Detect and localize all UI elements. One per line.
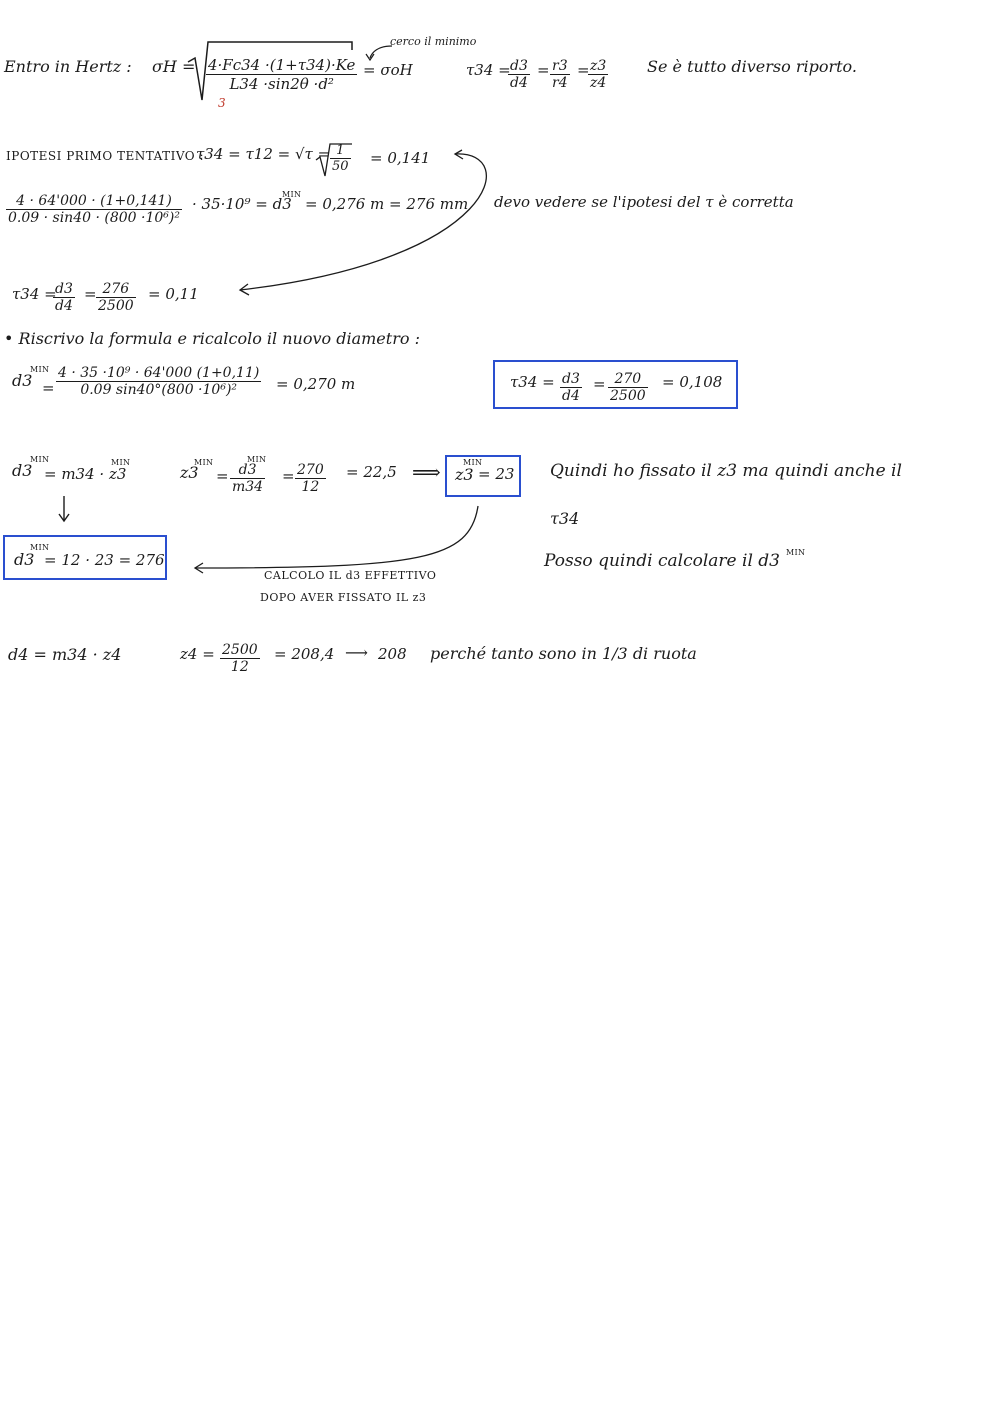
fraction-denominator: 12 xyxy=(220,658,260,675)
fraction-numerator: d3 xyxy=(510,58,528,74)
fraction-denominator: 0.09 · sin40 · (800 ·10⁶)² xyxy=(8,210,180,226)
z3-to-d3-curved-arrow xyxy=(195,506,478,568)
sigma-h-symbol: σH = xyxy=(152,57,196,76)
fraction-denominator: 50 xyxy=(332,159,349,174)
d3-box-value: = 12 · 23 = 276 xyxy=(44,551,165,569)
second-trial-result: = 0,270 m xyxy=(276,375,356,393)
fraction-numerator: 4 · 35 ·10⁹ · 64'000 (1+0,11) xyxy=(58,365,260,381)
fraction-denominator: 12 xyxy=(295,478,326,495)
tau-check-result: = 0,11 xyxy=(148,285,199,303)
fraction-numerator: 4 · 64'000 · (1+0,141) xyxy=(16,193,172,209)
hertz-sqrt-sign xyxy=(188,42,352,100)
remark-tau34: τ34 xyxy=(550,509,580,528)
fraction-numerator: z3 xyxy=(590,58,607,74)
min-superscript: MIN xyxy=(786,548,806,557)
tau-assumption-result: = 0,141 xyxy=(370,149,431,167)
tau34-check-lhs: τ34 = xyxy=(12,285,57,303)
tau34-lhs: τ34 = xyxy=(466,61,511,79)
fraction-denominator: z4 xyxy=(590,75,607,91)
fraction-denominator: m34 xyxy=(232,479,264,495)
note-after-fixing-z3: DOPO AVER FISSATO IL z3 xyxy=(260,591,427,604)
equals-sign: = xyxy=(593,375,606,393)
equals-sign: = xyxy=(537,61,550,79)
min-superscript: MIN xyxy=(111,458,131,467)
remark-third-wheel: perché tanto sono in 1/3 di ruota xyxy=(430,644,697,663)
fraction-numerator: 276 xyxy=(102,281,130,297)
fraction-numerator: 270 xyxy=(297,462,324,478)
z4-lhs: z4 = xyxy=(180,645,215,663)
equals-sign: = xyxy=(216,467,229,485)
implies-arrow-icon: ⟹ xyxy=(412,460,441,484)
equals-sign: = xyxy=(84,285,97,303)
d3-min-definition-lhs: d3 xyxy=(12,461,33,480)
remark-calc-d3: Posso quindi calcolare il d3 xyxy=(544,551,780,571)
d3-min-lhs: d3 xyxy=(12,371,33,390)
tau-assumption-expr: τ34 = τ12 = √τ = xyxy=(196,145,331,163)
min-superscript: MIN xyxy=(194,458,214,467)
min-superscript: MIN xyxy=(30,365,50,374)
fraction-numerator: r3 xyxy=(552,58,568,74)
iteration-curved-arrow xyxy=(240,154,486,290)
fraction-denominator: d4 xyxy=(562,388,580,404)
z3-raw-result: = 22,5 xyxy=(346,463,397,481)
min-superscript: MIN xyxy=(282,190,302,199)
note-arrow-icon xyxy=(370,46,392,58)
z4-raw-result: = 208,4 xyxy=(274,645,335,663)
hertz-label: Entro in Hertz : xyxy=(4,57,132,76)
note-calc-d3-effective: CALCOLO IL d3 EFFETTIVO xyxy=(264,569,437,582)
fraction-denominator: d4 xyxy=(510,75,528,91)
fraction-denominator: r4 xyxy=(552,75,568,91)
box-tau-result: = 0,108 xyxy=(662,373,723,391)
min-superscript: MIN xyxy=(247,455,267,464)
fraction-denominator: 0.09 sin40°(800 ·10⁶)² xyxy=(56,381,261,398)
box-tau34-lhs: τ34 = xyxy=(510,373,555,391)
cerco-minimo-note: cerco il minimo xyxy=(390,35,477,48)
d4-definition: d4 = m34 · z4 xyxy=(8,645,122,664)
d3-box-symbol: d3 xyxy=(14,550,35,569)
ipotesi-label: IPOTESI PRIMO TENTATIVO : xyxy=(6,149,204,163)
min-superscript: MIN xyxy=(463,458,483,467)
fraction-numerator: d3 xyxy=(562,371,580,387)
long-arrow-icon: ⟶ xyxy=(345,643,368,662)
hertz-formula-denominator: L34 ·sin2θ ·d² xyxy=(206,74,357,93)
sigma-oh-rhs: = σoH xyxy=(363,61,413,79)
z4-final: 208 xyxy=(378,645,407,663)
equals-sign: = xyxy=(577,61,590,79)
remark-verify-tau: devo vedere se l'ipotesi del τ è corretta xyxy=(494,193,794,211)
equals-sign: = xyxy=(42,379,55,397)
min-superscript: MIN xyxy=(30,543,50,552)
rewrite-formula-note: • Riscrivo la formula e ricalcolo il nuovo diametro : xyxy=(4,329,420,348)
fraction-numerator: d3 xyxy=(238,462,257,478)
z3-box-value: = 23 xyxy=(478,465,515,483)
tau-sqrt-sign xyxy=(316,144,352,176)
remark-fixed-z3: Quindi ho fissato il z3 ma quindi anche il xyxy=(550,461,902,481)
equals-sign: = xyxy=(282,467,295,485)
fraction-numerator: 270 xyxy=(614,371,642,387)
fraction-numerator: d3 xyxy=(55,281,73,297)
d3-min-definition-rhs: = m34 · z3 xyxy=(44,465,127,483)
denominator-red-mark: 3 xyxy=(218,96,226,110)
fraction-denominator: d4 xyxy=(55,298,73,314)
z3-min-lhs: z3 xyxy=(180,463,199,482)
min-superscript: MIN xyxy=(30,455,50,464)
fraction-numerator: 2500 xyxy=(222,642,258,658)
z3-box-symbol: z3 xyxy=(455,465,474,484)
remark-riporto: Se è tutto diverso riporto. xyxy=(647,57,857,76)
fraction-denominator: 2500 xyxy=(98,298,134,314)
first-trial-multiplier: · 35·10⁹ = d3 xyxy=(192,195,292,213)
fraction-denominator: 2500 xyxy=(610,388,646,404)
hertz-formula-numerator: 4·Fc34 ·(1+τ34)·Ke xyxy=(208,56,356,74)
first-trial-result: = 0,276 m = 276 mm xyxy=(305,195,469,213)
fraction-numerator: 1 xyxy=(336,143,345,158)
